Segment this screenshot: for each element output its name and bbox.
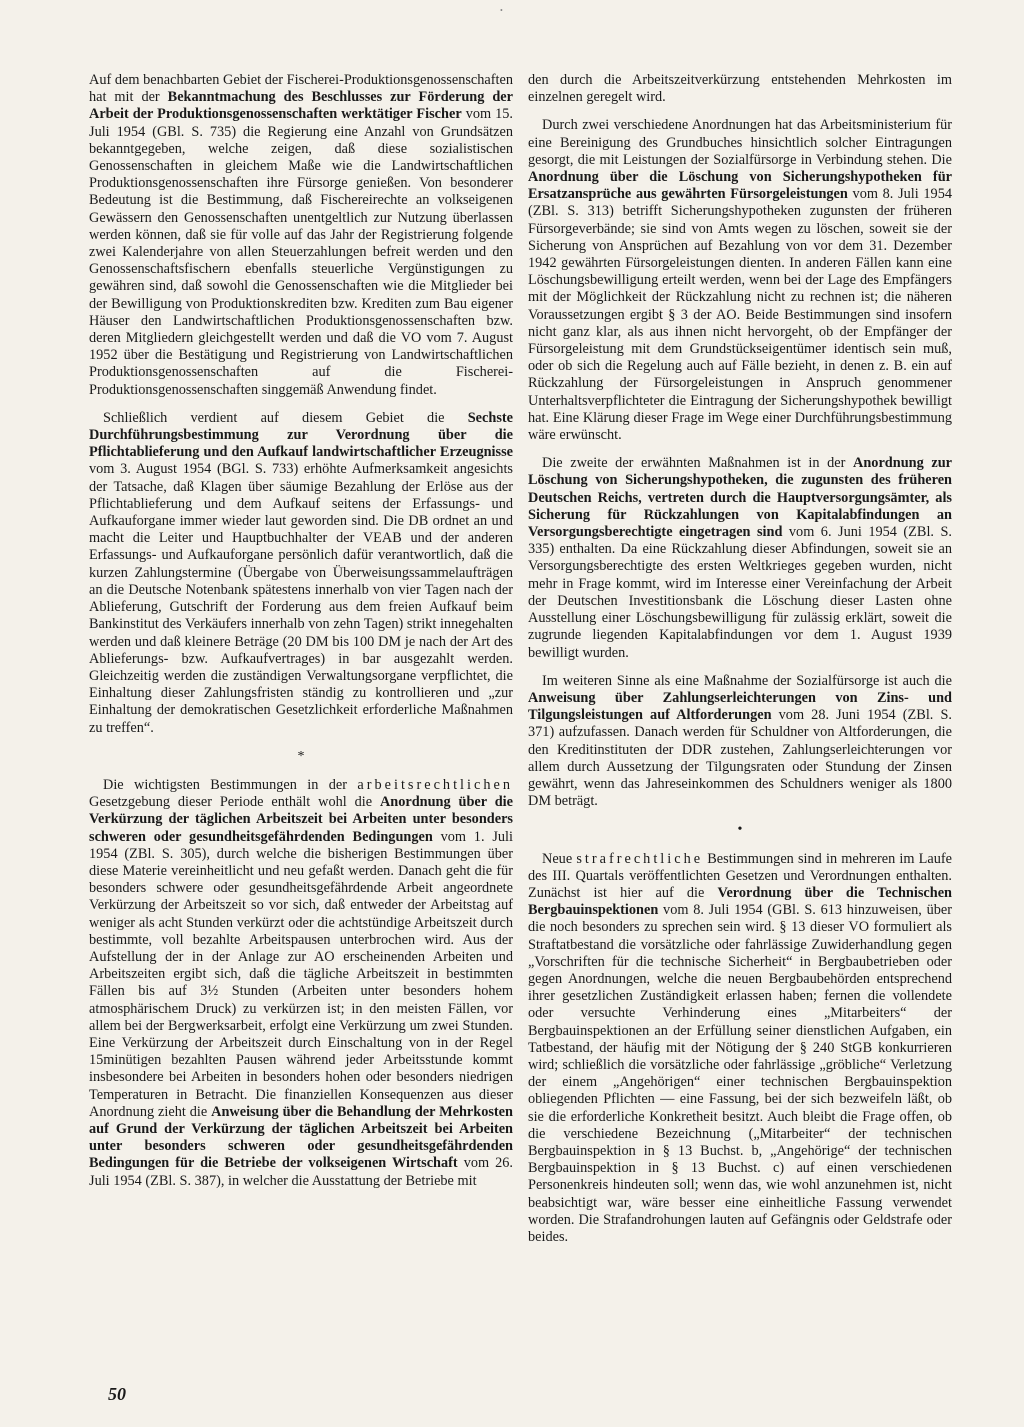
decree-title: Verordnung über die Technischen Bergbauinspektionen	[528, 884, 952, 919]
decree-title: Anweisung über Zahlungserleichterungen von Zins- und Tilgungsleistungen auf Altforderungen	[528, 689, 952, 724]
decree-title: Sechste Durchführungsbestimmung zur Verordnung über die Pflichtablieferung und den Aufkauf landwirtschaftlicher Erzeugnisse	[89, 409, 513, 461]
paragraph-pflichtablieferung: Schließlich verdient auf diesem Gebiet die Sechste Durchführungsbestimmung zur Verordnung über die Pflichtablieferung und den Aufkauf landwirtschaftlicher Erzeugnisse vom 3. August 1954 (BGl. S. 733) erhöhte Aufmerksamkeit angesichts der Tatsache, daß Klagen über säumige Bezahlung der Erlöse aus der Pflichtablieferung und dem Aufkauf seitens der Erfassungs- und Aufkauforgane immer wieder laut geworden sind. Die DB ordnet an und macht die Leiter und Hauptbuchhalter der VEAB und der anderen Erfassungs- und Aufkauforgane persönlich dafür verantwortlich, daß die kurzen Zahlungstermine (Übergabe von Überweisungssammelaufträgen an die Deutsche Notenbank spätestens innerhalb von vier Tagen nach der Ablieferung, Gutschrift der Forderung aus dem freien Aufkauf beim Bankinstitut des Verkäufers innerhalb von zehn Tagen) strikt innegehalten werden und daß kleinere Beträge (20 DM bis 100 DM je nach der Art des Ablieferungs- bzw. Aufkaufvertrages) in bar ausgezahlt werden. Gleichzeitig werden die zuständigen Verwaltungsorgane verpflichtet, die Einhaltung dieser Zahlungsfristen ständig zu kontrollieren und „zur Einhaltung der demokratischen Gesetzlichkeit erforderliche Maßnahmen zu treffen“.	[89, 409, 513, 736]
paragraph-altforderungen: Im weiteren Sinne als eine Maßnahme der Sozialfürsorge ist auch die Anweisung über Zahlungserleichterungen von Zins- und Tilgungsleistungen auf Altforderungen vom 28. Juni 1954 (ZBl. S. 371) aufzufassen. Danach werden für Schuldner von Altforderungen, die den Kreditinstituten der DDR zustehen, Zahlungserleichterungen vor allem durch Aussetzung der Tilgungsraten oder Stundung der Zinsen gewährt, wenn das Jahreseinkommen des Schuldners weniger als 1800 DM beträgt.	[528, 672, 952, 810]
scan-speck: •	[500, 6, 503, 15]
decree-title: Anordnung zur Löschung von Sicherungshypotheken, die zugunsten des früheren Deutschen Reichs, vertreten durch die Hauptversorgungsämter, als Sicherung für Rückzahlungen von Kapitalabfindungen an Versorgungsberechtigte eingetragen sind	[528, 455, 952, 541]
section-separator: •	[737, 822, 743, 838]
paragraph-grundbuch: Durch zwei verschiedene Anordnungen hat das Arbeitsministerium für eine Bereinigung des Grundbuches hinsichtlich solcher Eintragungen gesorgt, die mit Leistungen der Sozialfürsorge in Verbindung stehen. Die Anordnung über die Löschung von Sicherungshypotheken für Ersatzansprüche aus gewährten Fürsorgeleistungen vom 8. Juli 1954 (ZBl. S. 313) betrifft Sicherungshypotheken zugunsten der früheren Fürsorgeverbände; sie sind von Amts wegen zu löschen, soweit sie der Sicherung von Ansprüchen auf Bezahlung von vor dem 31. Dezember 1942 gewährten Fürsorgeleistungen dienten. In anderen Fällen kann eine Löschungsbewilligung erteilt werden, wenn bei der Lage des Empfängers mit der Möglichkeit der Rückzahlung nicht zu rechnen ist; die näheren Voraussetzungen ergibt § 3 der AO. Beide Bestimmungen sind insofern nicht ganz klar, als aus ihnen nicht hervorgeht, ob der Empfänger der Fürsorgeleistung mit dem Grundstückseigentümer identisch sein muß, oder ob sich die Regelung auch auf Fälle bezieht, in denen z. B. ein auf Rückzahlung der Fürsorgeleistungen in Anspruch genommener Unterhaltsverpflichteter die Eintragung der Sicherungshypothek bewilligt hat. Eine Klärung dieser Frage im Wege einer Durchführungsbestimmung wäre erwünscht.	[528, 117, 953, 444]
decree-title: Bekanntmachung des Beschlusses zur Förderung der Arbeit der Produktionsgenossenschaften werktätiger Fischer	[89, 89, 513, 123]
paragraph-continuation: den durch die Arbeitszeitverkürzung entstehenden Mehrkosten im einzelnen geregelt wird.	[528, 72, 952, 106]
section-separator: *	[297, 748, 305, 764]
decree-title: Anweisung über die Behandlung der Mehrkosten auf Grund der Verkürzung der täglichen Arbeitszeit bei Arbeiten unter besonders schweren oder gesundheitsgefährdenden Bedingungen für die Betriebe der volkseigenen Wirtschaft	[89, 1103, 513, 1172]
paragraph-arbeitsrecht: Die wichtigsten Bestimmungen in der arbeitsrechtlichen Gesetzgebung dieser Periode enthält wohl die Anordnung über die Verkürzung der täglichen Arbeitszeit bei Arbeiten unter besonders schweren oder gesundheitsgefährdenden Bedingungen vom 1. Juli 1954 (ZBl. S. 305), durch welche die bisherigen Bestimmungen über diese Materie vereinheitlicht und neu gefaßt werden. Danach geht die für besonders schwere oder gesundheitsgefährdende Arbeit angeordnete Verkürzung der Arbeitszeit so vor sich, daß entweder der Arbeitstag auf weniger als acht Stunden verkürzt oder die achtstündige Arbeitszeit durch bestimmte, voll bezahlte Arbeitspausen unterbrochen wird. Aus der Aufstellung der in der Anlage zur AO erscheinenden Arbeiten und Arbeitszeiten ergibt sich, daß die tägliche Arbeitszeit in bestimmten Fällen bis auf 3½ Stunden (Arbeiten unter besonders hohem atmosphärischem Druck) zu verkürzen ist; in den meisten Fällen, vor allem bei der Bergwerksarbeit, erfolgt eine Verkürzung um zwei Stunden. Eine Verkürzung der Arbeitszeit durch Einschaltung von in der Regel 15minütigen bezahlten Pausen während jeder Arbeitsstunde kommt insbesondere bei Arbeiten in besonders hohen oder besonders niedrigen Temperaturen in Betracht. Die finanziellen Konsequenzen aus dieser Anordnung zieht die Anweisung über die Behandlung der Mehrkosten auf Grund der Verkürzung der täglichen Arbeitszeit bei Arbeiten unter besonders schweren oder gesundheitsgefährdenden Bedingungen für die Betriebe der volkseigenen Wirtschaft vom 26. Juli 1954 (ZBl. S. 387), in welcher die Ausstattung der Betriebe mit	[89, 776, 513, 1189]
paragraph-strafrecht: Neue strafrechtliche Bestimmungen sind in mehreren im Laufe des III. Quartals veröffentlichten Gesetzen und Verordnungen enthalten. Zunächst ist hier auf die Verordnung über die Technischen Bergbauinspektionen vom 8. Juli 1954 (GBl. S. 613 hinzuweisen, über die noch besonders zu sprechen sein wird. § 13 dieser VO formuliert als Straftatbestand die vorsätzliche oder fahrlässige Zuwiderhandlung gegen „Vorschriften für die technische Sicherheit“ in Bergbaubetrieben oder gegen Anordnungen, welche die neuen Bergbaubehörden entsprechend ihrer gesetzlichen Zuständigkeit erlassen haben; fernen die vollendete oder versuchte Verhinderung eines „Mitarbeiters“ der Bergbauinspektionen an der Erfüllung seiner dienstlichen Aufgaben, ein Tatbestand, der häufig mit der Nötigung der § 240 StGB konkurrieren wird; schließlich die vorsätzliche oder fahrlässige „gröbliche“ Verletzung der einem „Angehörigen“ einer technischen Bergbauinspektion obliegenden Pflichten — eine Fassung, bei der sich bezweifeln läßt, ob sie die erforderliche Konkretheit besitzt. Auch bleibt die Frage offen, ob die verschiedene Bezeichnung („Mitarbeiter“ der technischen Bergbauinspektion in § 13 Buchst. b, „Angehörige“ der technischen Bergbauinspektion in § 13 Buchst. c) auf einen verschiedenen Personenkreis hindeuten soll; wenn das, wie wohl anzunehmen ist, nicht beabsichtigt war, wäre besser eine einheitliche Fassung verwendet worden. Die Strafandrohungen lauten auf Gefängnis oder Geldstrafe oder beides.	[528, 850, 952, 1245]
decree-title: Anordnung über die Löschung von Sicherungshypotheken für Ersatzansprüche aus gewährten Fürsorgeleistungen	[528, 169, 952, 203]
paragraph-fischerei: Auf dem benachbarten Gebiet der Fischerei-Produktionsgenossenschaften hat mit der Bekanntmachung des Beschlusses zur Förderung der Arbeit der Produktionsgenossenschaften werktätiger Fischer vom 15. Juli 1954 (GBl. S. 735) die Regierung eine Anzahl von Grundsätzen bekanntgegeben, welche zeigen, daß diese sozialistischen Genossenschaften in gleichem Maße wie die Landwirtschaftlichen Produktionsgenossenschaften ihre Fürsorge genießen. Von besonderer Bedeutung ist die Bestimmung, daß Fischereirechte an volkseigenen Gewässern den Genossenschaften unentgeltlich zur Nutzung überlassen werden können, daß sie für volle auf das Jahr der Registrierung folgende zwei Kalenderjahre von allen Steuerzahlungen befreit werden und den Genossenschaftsfischern ebenfalls steuerliche Vergünstigungen zu gewähren sind, daß sowohl die Genossenschaften wie die Mitglieder bei der Bewilligung von Produktionskrediten bzw. Krediten zum Bau eigener Häuser den Landwirtschaftlichen Produktionsgenossenschaften bzw. deren Mitgliedern gleichgestellt werden und daß die VO vom 7. August 1952 über die Bestätigung und Registrierung von Landwirtschaftlichen Produktionsgenossenschaften auf die Fischerei-Produktionsgenossenschaften singgemäß Anwendung findet.	[89, 72, 513, 398]
left-column	[89, 72, 513, 1201]
paragraph-kapitalabfindungen: Die zweite der erwähnten Maßnahmen ist in der Anordnung zur Löschung von Sicherungshypotheken, die zugunsten des früheren Deutschen Reichs, vertreten durch die Hauptversorgungsämter, als Sicherung für Rückzahlungen von Kapitalabfindungen an Versorgungsberechtigte eingetragen sind vom 6. Juni 1954 (ZBl. S. 335) enthalten. Da eine Rückzahlung dieser Abfindungen, soweit sie an Versorgungsberechtigte des ersten Weltkrieges gegeben wurden, nicht mehr in Frage kommt, wird im Interesse einer Vereinfachung der Arbeit der Deutschen Investitionsbank die Löschung dieser Lasten ohne Ausstellung einer Löschungsbewilligung für zulässig erklärt, soweit die zugrunde liegenden Kapitalabfindungen vor dem 1. August 1939 bewilligt wurden.	[528, 455, 952, 661]
right-column	[528, 72, 952, 1257]
decree-title: Anordnung über die Verkürzung der täglichen Arbeitszeit bei Arbeiten unter besonders schweren oder gesundheitsgefährdenden Bedingungen	[89, 794, 513, 845]
page-number: 50	[108, 1384, 126, 1404]
